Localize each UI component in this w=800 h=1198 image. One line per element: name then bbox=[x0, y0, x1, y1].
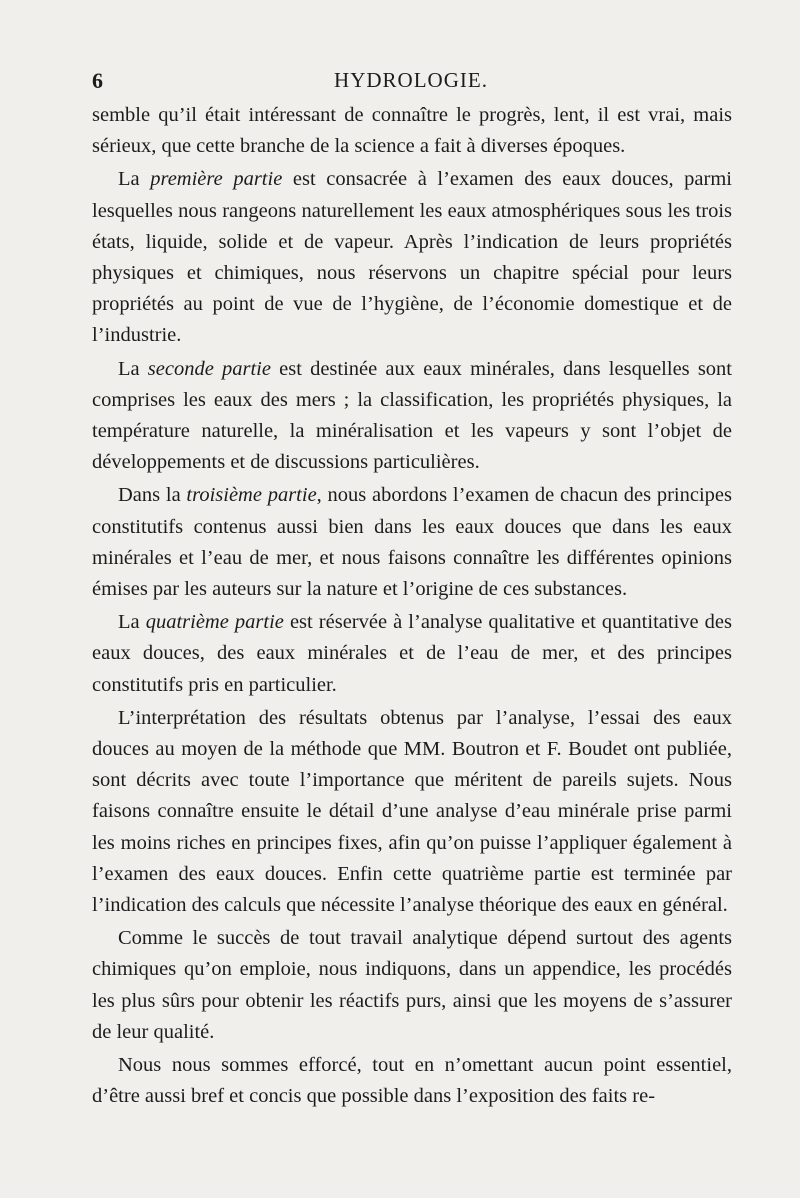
section-emphasis: troisième partie bbox=[186, 484, 317, 507]
paragraph-lead: Dans la bbox=[118, 484, 187, 507]
paragraph bbox=[92, 923, 732, 1048]
section-emphasis: quatrième partie bbox=[145, 611, 284, 634]
paragraph bbox=[92, 100, 732, 162]
page-number: 6 bbox=[92, 68, 103, 93]
paragraph-text: semble qu’il était intéressant de connaître le progrès, lent, il est vrai, mais sérieux, que cette branche de la science a fait à diverses époques. bbox=[92, 104, 732, 158]
paragraph-lead: La bbox=[118, 357, 148, 380]
section-emphasis: première partie bbox=[150, 168, 283, 191]
paragraph bbox=[92, 164, 732, 351]
paragraph bbox=[92, 480, 732, 605]
paragraph bbox=[92, 354, 732, 479]
paragraph-text: est réservée à l’analyse qualitative et quantitative des eaux douces, des eaux minérales et de l’eau de mer, et des principes constitutifs pris en particulier. bbox=[92, 611, 733, 696]
paragraph-lead: La bbox=[118, 168, 151, 191]
paragraph bbox=[92, 1050, 732, 1112]
paragraph-text: L’interprétation des résultats obtenus par l’analyse, l’essai des eaux douces au moyen de la méthode que MM. Boutron et F. Boudet ont publiée, sont décrits avec toute l’importance que méritent de pareils sujets. Nous faisons connaître ensuite le détail d’une analyse d’eau minérale prise parmi les moins riches en principes fixes, afin qu’on puisse l’appliquer également à l’examen des eaux douces. Enfin cette quatrième partie est terminée par l’indication des calculs que nécessite l’analyse théorique des eaux en général. bbox=[92, 706, 732, 917]
paragraph bbox=[92, 703, 732, 921]
section-emphasis: seconde partie bbox=[147, 357, 271, 380]
paragraph-text: Nous nous sommes efforcé, tout en n’omettant aucun point essentiel, d’être aussi bref et concis que possible dans l’exposition des faits re- bbox=[92, 1054, 732, 1108]
body-text bbox=[92, 100, 732, 1113]
paragraph-text: est destinée aux eaux minérales, dans lesquelles sont comprises les eaux des mers ; la classification, les propriétés physiques, la température naturelle, la minéralisation et les vapeurs y sont l’objet de développements et de discussions particulières. bbox=[92, 357, 732, 474]
paragraph-text: Comme le succès de tout travail analytique dépend surtout des agents chimiques qu’on emploie, nous indiquons, dans un appendice, les procédés les plus sûrs pour obtenir les réactifs purs, ainsi que les moyens de s’assurer de leur qualité. bbox=[92, 927, 732, 1043]
paragraph-text: , nous abordons l’examen de chacun des principes constitutifs contenus aussi bien dans les eaux douces que dans les eaux minérales et l’eau de mer, et nous faisons connaître les différentes opinions émises par les auteurs sur la nature et l’origine de ces substances. bbox=[92, 484, 732, 601]
page-header bbox=[92, 64, 730, 96]
running-title: HYDROLOGIE. bbox=[334, 68, 488, 92]
paragraph-lead: La bbox=[118, 611, 146, 634]
paragraph bbox=[92, 607, 732, 701]
paragraph-text: est consacrée à l’examen des eaux douces, parmi lesquelles nous rangeons naturellement les eaux atmosphériques sous les trois états, liquide, solide et de vapeur. Après l’indication de leurs propriétés physiques et chimiques, nous réservons un chapitre spécial pour leurs propriétés au point de vue de l’hygiène, de l’économie domestique et de l’industrie. bbox=[92, 168, 732, 347]
